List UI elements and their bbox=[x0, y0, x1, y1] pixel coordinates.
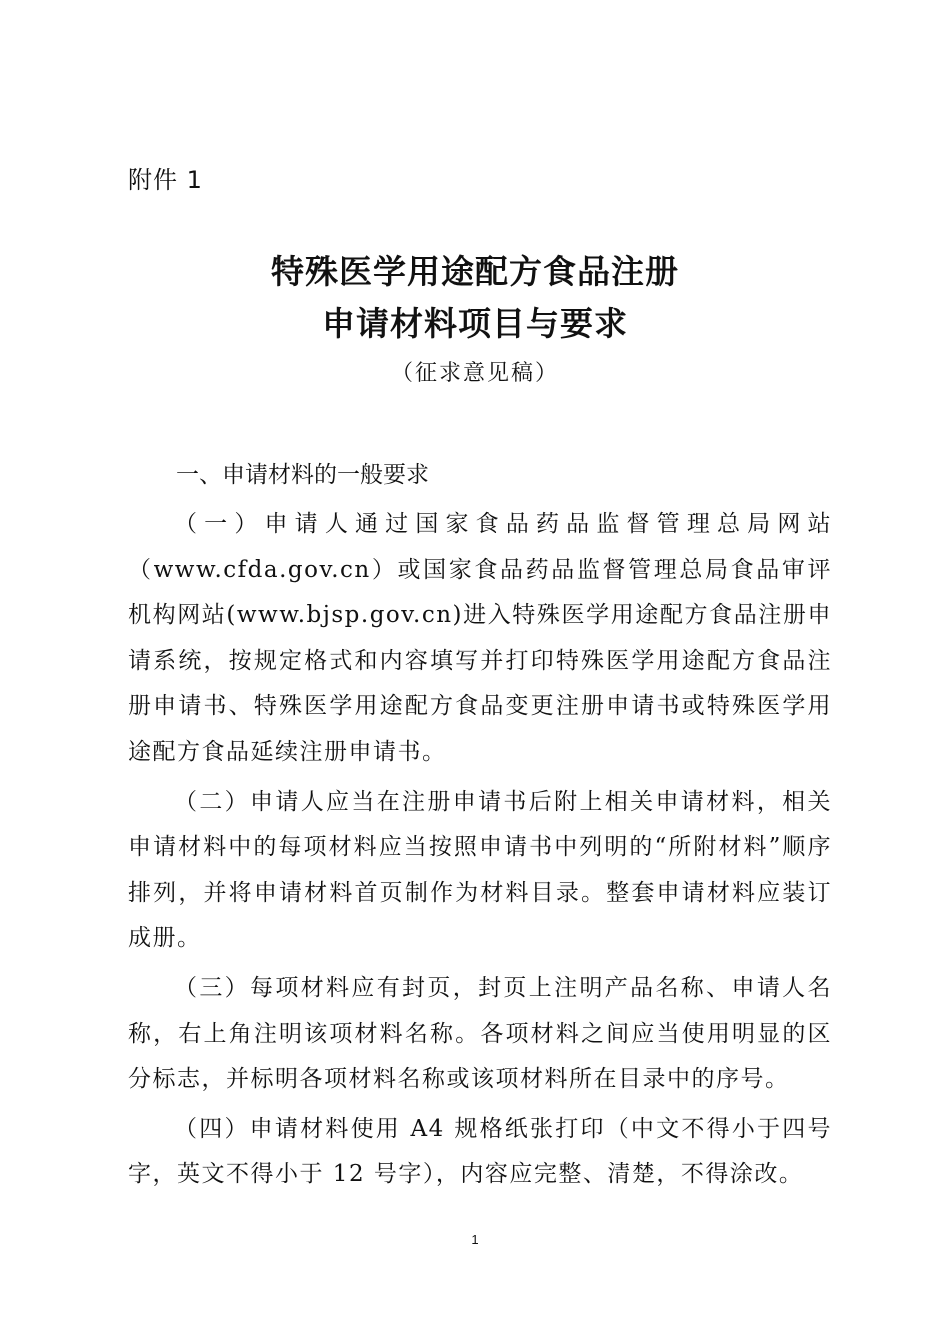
document-title-line-1: 特殊医学用途配方食品注册 bbox=[271, 252, 679, 291]
paragraph-1: （一）申请人通过国家食品药品监督管理总局网站（www.cfda.gov.cn）或国家食品药品监督管理总局食品审评机构网站(www.bjsp.gov.cn)进入特殊医学用途配方食品注册申请系统，按规定格式和内容填写并打印特殊医学用途配方食品注册申请书、特殊医学用途配方食品变更注册申请书或特殊医学用途配方食品延续注册申请书。 bbox=[128, 511, 832, 765]
paragraph-2: （二）申请人应当在注册申请书后附上相关申请材料，相关申请材料中的每项材料应当按照申请书中列明的“所附材料”顺序排列，并将申请材料首页制作为材料目录。整套申请材料应装订成册。 bbox=[128, 788, 832, 952]
document-subtitle: （征求意见稿） bbox=[390, 361, 559, 386]
document-body bbox=[128, 456, 832, 1202]
title-block bbox=[0, 246, 950, 394]
section-heading: 一、申请材料的一般要求 bbox=[176, 462, 429, 488]
document-title-line-2: 申请材料项目与要求 bbox=[322, 304, 628, 343]
attachment-label: 附件 1 bbox=[128, 166, 203, 194]
page-number: 1 bbox=[471, 1232, 479, 1247]
paragraph-4: （四）申请材料使用 A4 规格纸张打印（中文不得小于四号字，英文不得小于 12 号字），内容应完整、清楚，不得涂改。 bbox=[128, 1115, 832, 1188]
paragraph-3: （三）每项材料应有封页，封页上注明产品名称、申请人名称，右上角注明该项材料名称。各项材料之间应当使用明显的区分标志，并标明各项材料名称或该项材料所在目录中的序号。 bbox=[128, 974, 832, 1093]
